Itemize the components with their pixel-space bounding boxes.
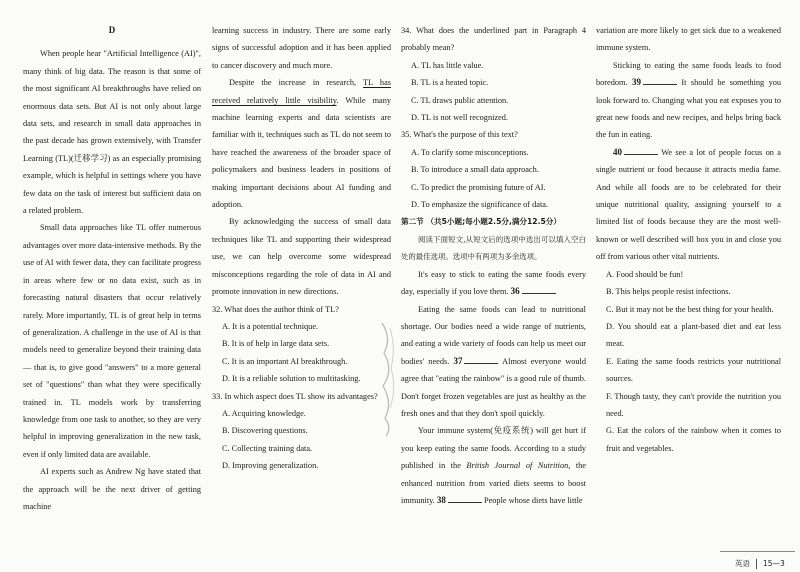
cloze-p5-text: We see a lot of people focus on a single nutrient or food because it attracts media fame. And while all foods are to be celebrated for their unique nutritional quality, assigning yourself to a limited list of foods because they are the most well-known or well described will box you in and close you off from various other vital nutrients.	[596, 147, 781, 262]
blank-line	[643, 76, 677, 85]
cloze-paragraph-1	[401, 266, 586, 301]
cloze-p4-text-a: Sticking to eating the same foods leads to food boredom.	[596, 60, 781, 88]
question-35: 35. What's the purpose of this text?	[401, 130, 518, 140]
cloze-option-e: E. Eating the same foods restricts your nutritional sources.	[606, 356, 781, 384]
footer-subject: 英语	[735, 559, 750, 568]
column-4	[596, 22, 781, 457]
cloze-option-c: C. But it may not be the best thing for your health.	[606, 304, 774, 314]
cloze-p3-text-c: People whose diets have little	[483, 495, 583, 505]
q33-option-d: D. Improving generalization.	[222, 461, 319, 471]
blank-line	[522, 285, 556, 294]
p4-before: Despite the increase in research,	[229, 78, 364, 88]
q35-option-b: B. To introduce a small data approach.	[411, 165, 539, 175]
section-2-instructions: 阅读下面短文,从短文后的选项中选出可以填入空白处的最佳选项。选项中有两项为多余选项。	[401, 234, 586, 262]
q34-option-c: C. TL draws public attention.	[411, 95, 509, 105]
cloze-option-d: D. You should eat a plant-based diet and eat less meat.	[606, 321, 781, 349]
passage-paragraph-2: Small data approaches like TL offer numerous advantages over more data-intensive methods. By the use of AI with fewer data, they can facilitate progress in areas where few or no data exist, such as in forecasting natural disasters that occur relatively rarely. More importantly, TL is of great help in terms of generalization. A challenge in the use of AI is that models need to generalize beyond their training data — that is, to give good "answers" to a more general set of "questions" than what they were specifically trained in. TL models work by transferring knowledge from one task to another, so they are very helpful in improving generalization in the new task, even if only limited data are available.	[23, 223, 201, 459]
blank-40: 40	[613, 146, 622, 157]
cloze-p3-text-a: Your immune system(免疫系统) will get hurt if you keep eating the same foods. According to a study published in the	[401, 426, 586, 471]
q35-option-d: D. To emphasize the significance of data.	[411, 200, 549, 210]
q35-option-c: C. To predict the promising future of AI.	[411, 182, 546, 192]
section-2-heading: 第二节 （共5小题;每小题2.5分,满分12.5分）	[401, 217, 561, 227]
q32-option-b: B. It is of help in large data sets.	[222, 339, 330, 349]
cloze-p4-text-b: It should be something you look forward to. Changing what you eat exposes you to great new foods and new recipes, and helps bring back the fun in eating.	[596, 78, 782, 140]
cloze-option-a: A. Food should be fun!	[606, 269, 684, 279]
passage-paragraph-1: When people hear "Artificial Intelligence (AI)", many think of big data. The reason is that some of the most significant AI breakthroughs have relied on enormous data sets. But AI is not only about large data sets, and research in small data approaches in the past decade has grown extensively, with Transfer Learning (TL)(迁移学习) as an especially promising example, which is helpful in settings where you have few data on the task of interest but sufficient data on a related problem.	[23, 49, 201, 216]
blank-37: 37	[453, 355, 463, 366]
cloze-paragraph-5	[596, 144, 781, 266]
blank-line	[448, 494, 482, 503]
blank-line	[464, 355, 498, 364]
blank-36: 36	[510, 286, 520, 297]
cloze-paragraph-2	[401, 301, 586, 423]
cloze-paragraph-4	[596, 57, 781, 144]
cloze-p2-text-b: Almost everyone would agree that "eating the rainbow" is a good rule of thumb. Don't forget frozen vegetables are just as healthy as the fresh ones and that they don't spoil quickly.	[401, 356, 587, 418]
passage-paragraph-3-continued: learning success in industry. There are some early signs of successful adoption and it has been applied to cancer discovery and much more.	[212, 26, 391, 70]
blank-39: 39	[631, 77, 641, 88]
cloze-paragraph-3-continued: variation are more likely to get sick due to a weakened immune system.	[596, 26, 781, 53]
underlined-phrase: TL has received relatively little visibility	[212, 78, 391, 105]
journal-title: British Journal of Nutrition	[466, 461, 569, 471]
blank-line	[624, 146, 658, 155]
q32-option-c: C. It is an important AI breakthrough.	[222, 356, 348, 366]
cloze-paragraph-3	[401, 422, 586, 509]
cloze-option-f: F. Though tasty, they can't provide the nutrition you need.	[606, 391, 781, 418]
question-32: 32. What does the author think of TL?	[212, 304, 339, 314]
page-footer	[735, 555, 785, 572]
q34-option-a: A. TL has little value.	[411, 60, 484, 70]
q33-option-a: A. Acquiring knowledge.	[222, 408, 306, 418]
q32-option-d: D. It is a reliable solution to multitasking.	[222, 374, 361, 384]
column-1	[23, 22, 201, 515]
passage-paragraph-4	[212, 74, 391, 213]
blank-38: 38	[436, 494, 446, 505]
question-33: 33. In which aspect does TL show its advantages?	[212, 391, 378, 401]
footer-page-number: 15—3	[763, 559, 785, 568]
passage-paragraph-5: By acknowledging the success of small data techniques like TL and supporting their widespread use, we can help overcome some widespread misconceptions regarding the role of data in AI and promote innovation in new directions.	[212, 217, 391, 297]
q35-option-a: A. To clarify some misconceptions.	[411, 147, 529, 157]
cloze-p1-text: It's easy to stick to eating the same foods every day, especially if you love them.	[401, 269, 586, 297]
cloze-p3-text-b: , the enhanced nutrition from varied diets seems to boost immunity.	[401, 461, 586, 505]
q33-option-c: C. Collecting training data.	[222, 443, 313, 453]
cloze-option-g: G. Eat the colors of the rainbow when it comes to fruit and vegetables.	[606, 426, 781, 453]
footer-rule	[720, 551, 795, 552]
q34-option-b: B. TL is a heated topic.	[411, 78, 489, 88]
column-3	[401, 22, 586, 509]
footer-separator	[756, 559, 757, 569]
q33-option-b: B. Discovering questions.	[222, 426, 308, 436]
passage-paragraph-3: AI experts such as Andrew Ng have stated that the approach will be the next driver of getting machine	[23, 467, 201, 511]
p4-after: . While many machine learning experts and data scientists are familiar with it, techniques such as TL do not seem to have reached the awareness of the broader space of policymakers and business leaders in positions of making important decisions about AI funding and adoption.	[212, 95, 392, 210]
q34-option-d: D. TL is not well recognized.	[411, 113, 509, 123]
cloze-option-b: B. This helps people resist infections.	[606, 287, 731, 297]
q32-option-a: A. It is a potential technique.	[222, 321, 319, 331]
question-34: 34. What does the underlined part in Paragraph 4 probably mean?	[401, 26, 586, 53]
section-title: D	[108, 25, 116, 35]
column-2	[212, 22, 391, 475]
cloze-p2-text-a: Eating the same foods can lead to nutritional shortage. Our bodies need a wide range of nutrients, and eating a wide variety of foods can help us meet our bodies' needs.	[401, 304, 586, 366]
